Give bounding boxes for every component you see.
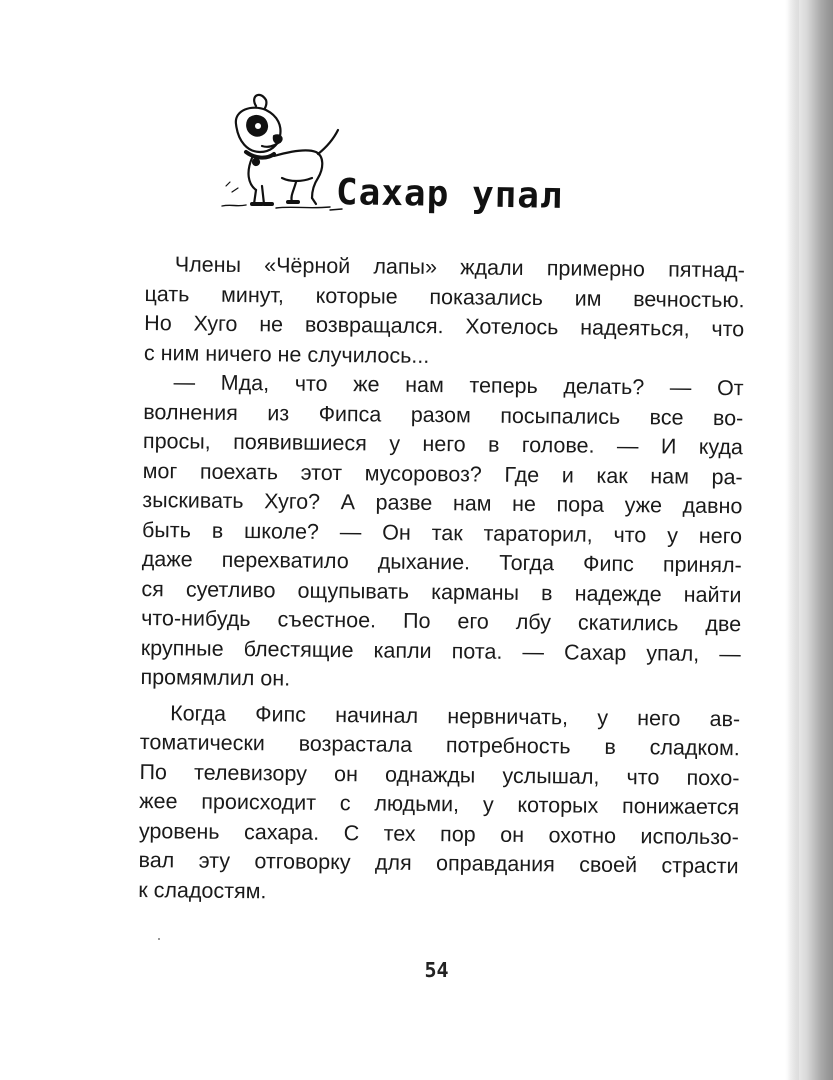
chapter-title: Сахар упал — [335, 172, 564, 217]
text-line: что-нибудь съестное. По его лбу скатились две — [141, 605, 742, 637]
print-speck — [158, 938, 160, 940]
text-line: крупные блестящие капли пота. — Сахар упал, — — [140, 635, 741, 666]
page-number: 54 — [424, 958, 449, 982]
text-line: к сладостям. — [138, 877, 267, 903]
text-line: цать минут, которые показались им вечностью. — [144, 281, 745, 312]
text-line: мог поехать этот мусоровоз? Где и как нам ра- — [142, 458, 743, 489]
paragraph — [140, 368, 743, 699]
text-line: жее происходит с людьми, у которых понижается — [139, 788, 740, 820]
paragraph — [144, 250, 745, 374]
text-line: вал эту отговорку для оправдания своей страсти — [138, 847, 739, 879]
text-line: просы, появившиеся у него в голове. — И куда — [142, 428, 744, 460]
text-line: волнения из Фипса разом посыпались все во- — [143, 399, 744, 430]
text-line: ся суетливо ощупывать карманы в надежде найти — [141, 576, 742, 607]
text-line: быть в школе? — Он так тараторил, что у него — [141, 517, 743, 548]
text-line: промямлил он. — [140, 664, 291, 691]
text-line: томатически возрастала потребность в сладком. — [139, 729, 740, 761]
text-line: Когда Фипс начинал нервничать, у него ав- — [170, 700, 741, 731]
text-line: зыскивать Хуго? А разве нам не пора уже давно — [142, 487, 743, 519]
chapter-body — [138, 250, 745, 911]
text-line: Но Хуго не возвращался. Хотелось надеяться, что — [144, 310, 745, 342]
page-gutter-shadow — [785, 0, 833, 1080]
dog-illustration-icon — [212, 86, 352, 216]
text-line: По телевизору он однажды услышал, что похо- — [139, 759, 740, 790]
text-line: с ним ничего не случилось... — [143, 340, 430, 368]
text-line: — Мда, что же нам теперь делать? — От — [173, 370, 744, 401]
text-line: Члены «Чёрной лапы» ждали примерно пятнад- — [174, 252, 745, 283]
text-line: даже перехватило дыхание. Тогда Фипс принял- — [141, 546, 742, 578]
text-line: уровень сахара. С тех пор он охотно использо- — [138, 818, 740, 849]
paragraph — [138, 698, 740, 911]
